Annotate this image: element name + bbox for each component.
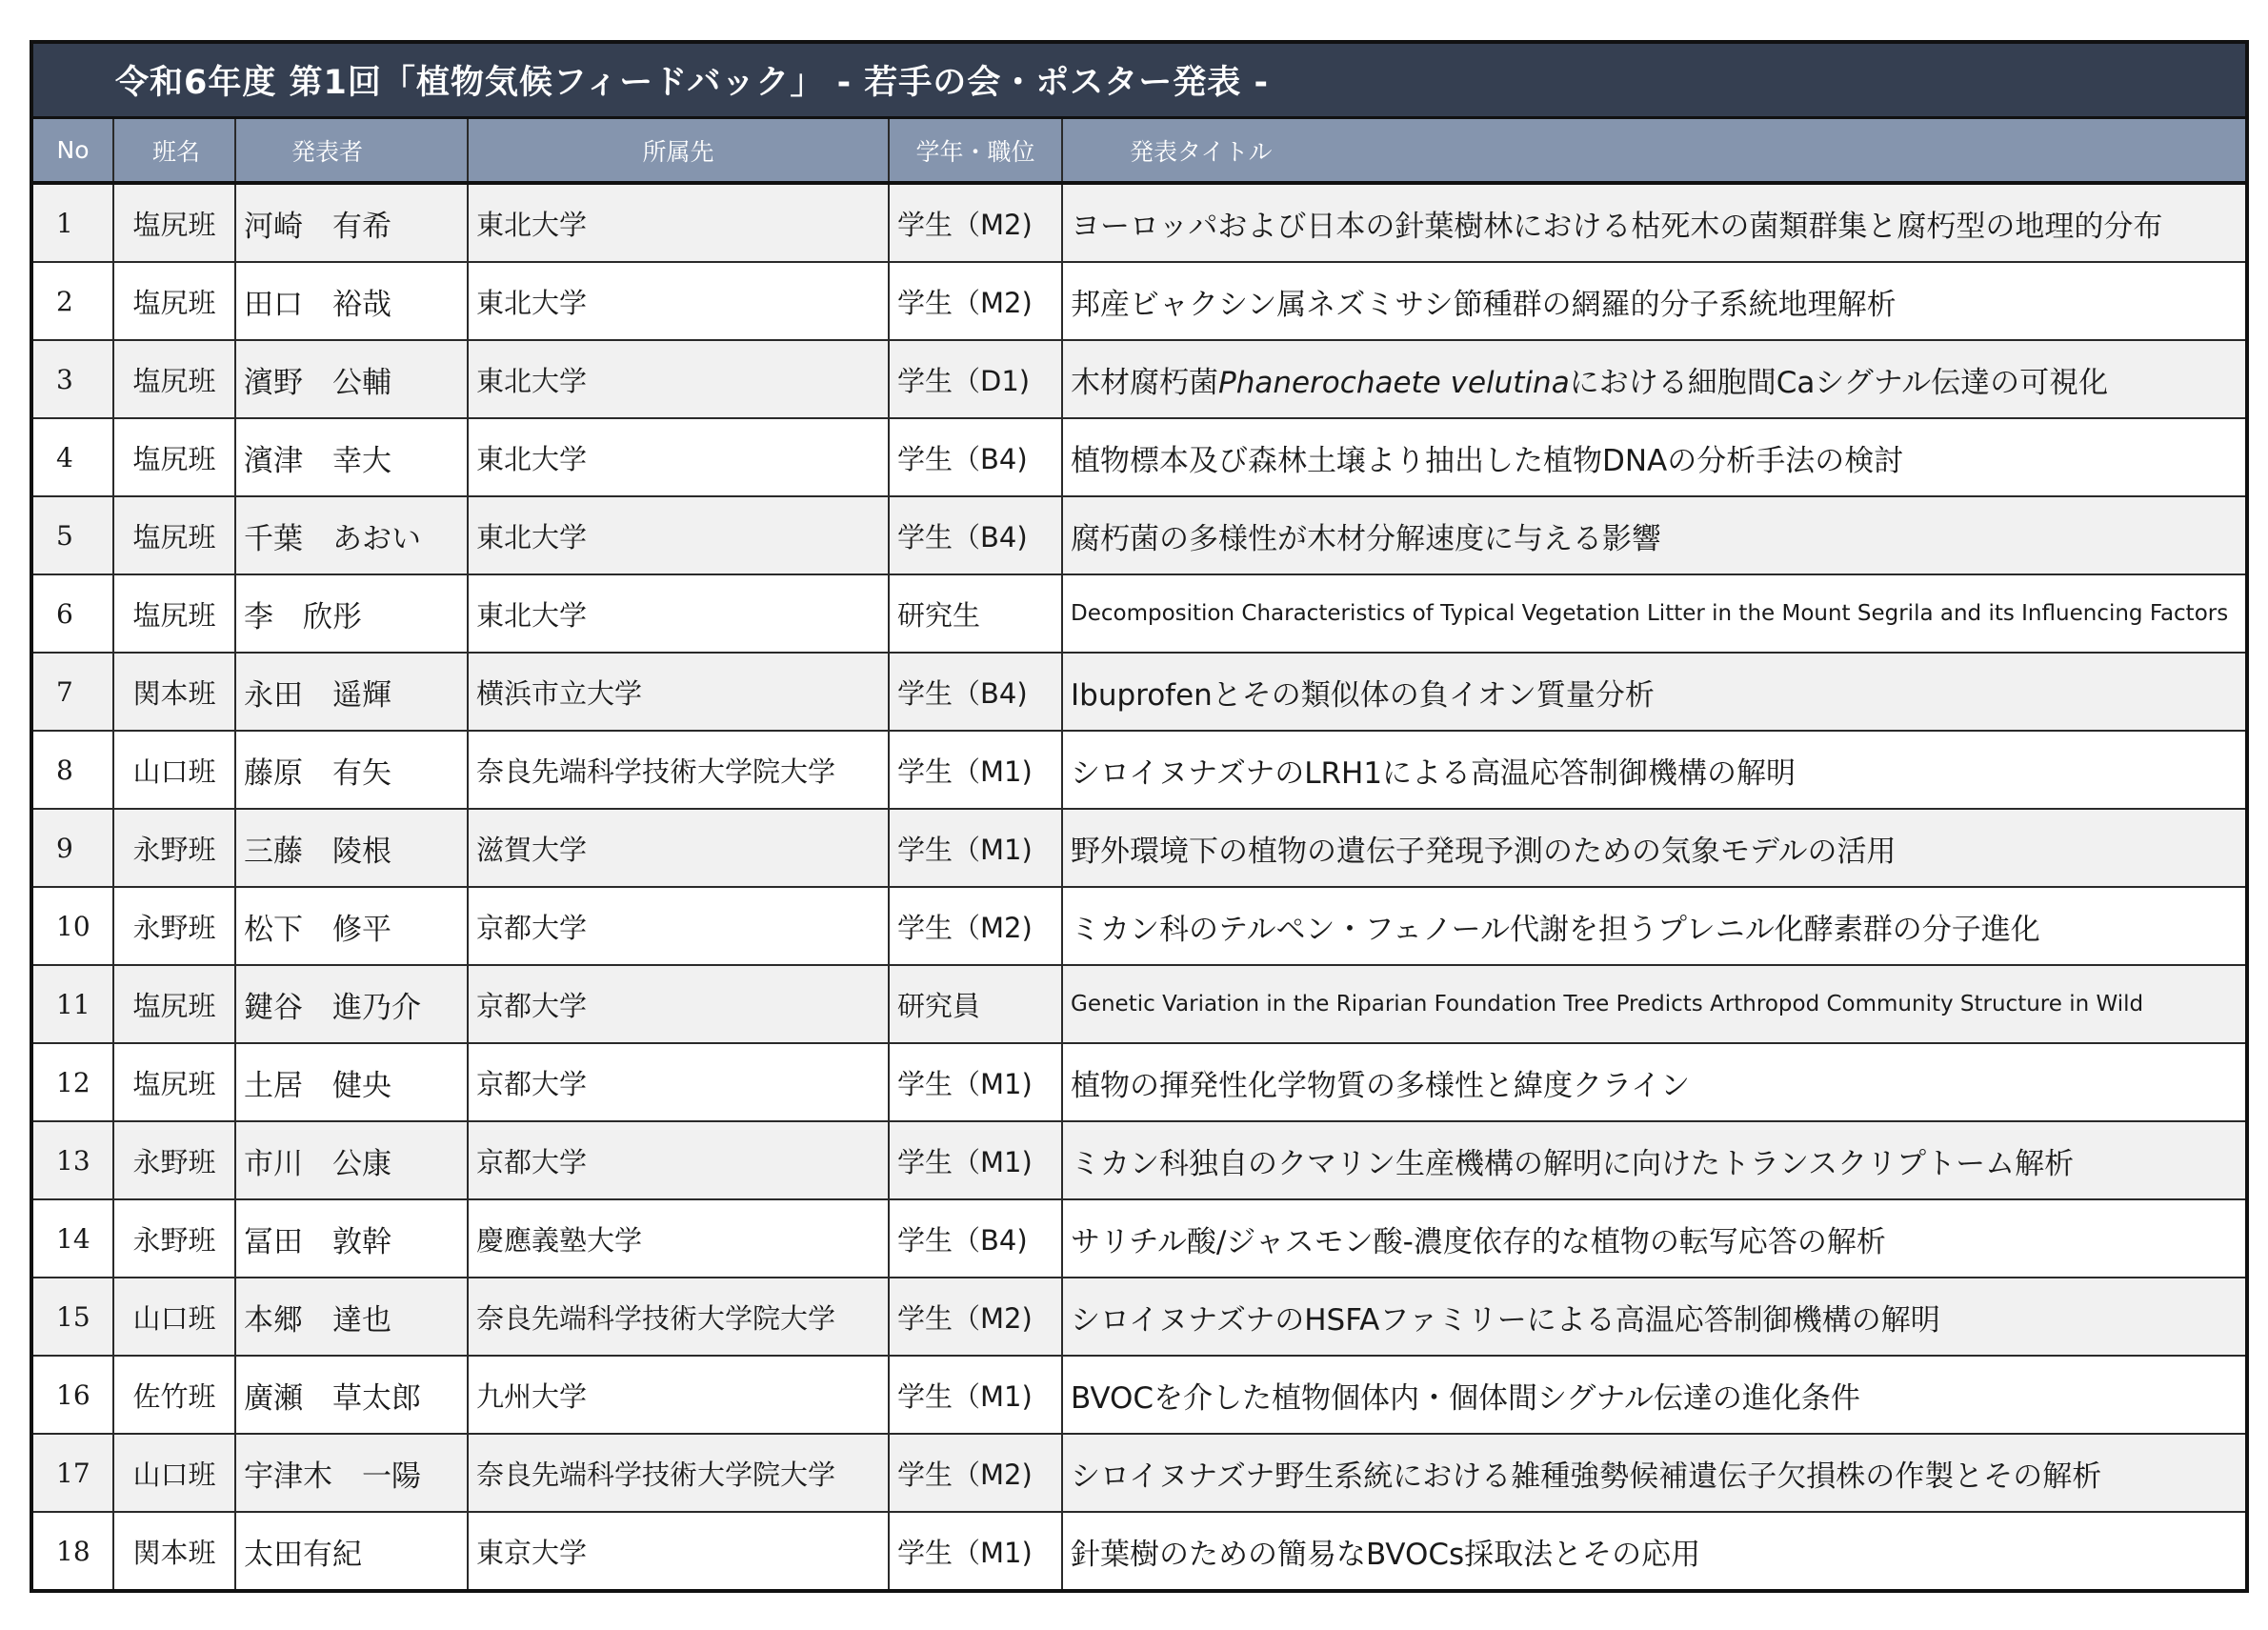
poster-presentation-table-sheet <box>30 40 2249 1593</box>
header-presenter: 発表者 <box>235 119 468 183</box>
group-name: 関本班 <box>113 1512 235 1589</box>
presentation-title: シロイヌナズナ野生系統における雑種強勢候補遺伝子欠損株の作製とその解析 <box>1062 1434 2245 1512</box>
affiliation: 東北大学 <box>468 183 889 262</box>
group-name: 塩尻班 <box>113 496 235 574</box>
presentation-title: Genetic Variation in the Riparian Foundation Tree Predicts Arthropod Community Structure in Wild <box>1062 965 2245 1043</box>
affiliation: 京都大学 <box>468 887 889 965</box>
presenter-name: 濱野 公輔 <box>235 340 468 418</box>
affiliation: 奈良先端科学技術大学院大学 <box>468 731 889 809</box>
presentation-title: 邦産ビャクシン属ネズミサシ節種群の網羅的分子系統地理解析 <box>1062 262 2245 340</box>
affiliation: 京都大学 <box>468 1121 889 1199</box>
year-position: 学生（M1) <box>889 1512 1062 1589</box>
presentation-title: ミカン科のテルペン・フェノール代謝を担うプレニル化酵素群の分子進化 <box>1062 887 2245 965</box>
group-name: 塩尻班 <box>113 574 235 653</box>
affiliation: 東北大学 <box>468 496 889 574</box>
title-text: における細胞間Caシグナル伝達の可視化 <box>1569 365 2109 400</box>
group-name: 山口班 <box>113 1278 235 1356</box>
group-name: 永野班 <box>113 1199 235 1278</box>
presenter-name: 太田有紀 <box>235 1512 468 1589</box>
presenter-name: 宇津木 一陽 <box>235 1434 468 1512</box>
group-name: 永野班 <box>113 809 235 887</box>
year-position: 学生（M1) <box>889 1121 1062 1199</box>
table-row <box>33 418 2245 496</box>
table-row <box>33 340 2245 418</box>
year-position: 学生（M1) <box>889 809 1062 887</box>
row-number: 8 <box>33 731 113 809</box>
row-number: 1 <box>33 183 113 262</box>
affiliation: 横浜市立大学 <box>468 653 889 731</box>
table-row <box>33 1356 2245 1434</box>
year-position: 学生（M1) <box>889 1356 1062 1434</box>
affiliation: 東北大学 <box>468 418 889 496</box>
group-name: 塩尻班 <box>113 340 235 418</box>
table-row <box>33 183 2245 262</box>
group-name: 永野班 <box>113 887 235 965</box>
presentation-table <box>33 119 2245 1589</box>
row-number: 13 <box>33 1121 113 1199</box>
year-position: 学生（M2) <box>889 1434 1062 1512</box>
year-position: 学生（M2) <box>889 887 1062 965</box>
year-position: 学生（B4) <box>889 496 1062 574</box>
header-affiliation: 所属先 <box>468 119 889 183</box>
affiliation: 九州大学 <box>468 1356 889 1434</box>
group-name: 関本班 <box>113 653 235 731</box>
presenter-name: 濱津 幸大 <box>235 418 468 496</box>
affiliation: 奈良先端科学技術大学院大学 <box>468 1278 889 1356</box>
year-position: 学生（B4) <box>889 653 1062 731</box>
header-han: 班名 <box>113 119 235 183</box>
presentation-title: 植物標本及び森林土壌より抽出した植物DNAの分析手法の検討 <box>1062 418 2245 496</box>
year-position: 学生（B4) <box>889 1199 1062 1278</box>
row-number: 16 <box>33 1356 113 1434</box>
group-name: 塩尻班 <box>113 1043 235 1121</box>
header-year: 学年・職位 <box>889 119 1062 183</box>
year-position: 学生（M2) <box>889 262 1062 340</box>
affiliation: 滋賀大学 <box>468 809 889 887</box>
row-number: 5 <box>33 496 113 574</box>
row-number: 2 <box>33 262 113 340</box>
row-number: 9 <box>33 809 113 887</box>
presentation-title <box>1062 340 2245 418</box>
year-position: 学生（M2) <box>889 183 1062 262</box>
presenter-name: 本郷 達也 <box>235 1278 468 1356</box>
year-position: 学生（D1) <box>889 340 1062 418</box>
group-name: 山口班 <box>113 1434 235 1512</box>
group-name: 塩尻班 <box>113 965 235 1043</box>
table-row <box>33 1512 2245 1589</box>
row-number: 4 <box>33 418 113 496</box>
table-row <box>33 574 2245 653</box>
presentation-title: ミカン科独自のクマリン生産機構の解明に向けたトランスクリプトーム解析 <box>1062 1121 2245 1199</box>
table-row <box>33 965 2245 1043</box>
affiliation: 東京大学 <box>468 1512 889 1589</box>
year-position: 学生（B4) <box>889 418 1062 496</box>
row-number: 14 <box>33 1199 113 1278</box>
presentation-title: Ibuprofenとその類似体の負イオン質量分析 <box>1062 653 2245 731</box>
presenter-name: 三藤 陵根 <box>235 809 468 887</box>
affiliation: 東北大学 <box>468 340 889 418</box>
table-row <box>33 809 2245 887</box>
presentation-title: BVOCを介した植物個体内・個体間シグナル伝達の進化条件 <box>1062 1356 2245 1434</box>
table-row <box>33 887 2245 965</box>
presentation-title: ヨーロッパおよび日本の針葉樹林における枯死木の菌類群集と腐朽型の地理的分布 <box>1062 183 2245 262</box>
affiliation: 奈良先端科学技術大学院大学 <box>468 1434 889 1512</box>
row-number: 11 <box>33 965 113 1043</box>
presentation-title: Decomposition Characteristics of Typical Vegetation Litter in the Mount Segrila and its Influencing Factors <box>1062 574 2245 653</box>
affiliation: 東北大学 <box>468 262 889 340</box>
presentation-title: 野外環境下の植物の遺伝子発現予測のための気象モデルの活用 <box>1062 809 2245 887</box>
table-row <box>33 1278 2245 1356</box>
year-position: 研究生 <box>889 574 1062 653</box>
presenter-name: 市川 公康 <box>235 1121 468 1199</box>
affiliation: 東北大学 <box>468 574 889 653</box>
species-name: Phanerochaete velutina <box>1218 365 1570 400</box>
presenter-name: 松下 修平 <box>235 887 468 965</box>
row-number: 3 <box>33 340 113 418</box>
presentation-title: シロイヌナズナのLRH1による高温応答制御機構の解明 <box>1062 731 2245 809</box>
group-name: 山口班 <box>113 731 235 809</box>
row-number: 7 <box>33 653 113 731</box>
group-name: 塩尻班 <box>113 418 235 496</box>
year-position: 学生（M1) <box>889 1043 1062 1121</box>
presenter-name: 河崎 有希 <box>235 183 468 262</box>
table-body <box>33 183 2245 1589</box>
page-title: 令和6年度 第1回「植物気候フィードバック」 - 若手の会・ポスター発表 - <box>33 44 2245 119</box>
row-number: 15 <box>33 1278 113 1356</box>
presenter-name: 藤原 有矢 <box>235 731 468 809</box>
row-number: 18 <box>33 1512 113 1589</box>
presenter-name: 鍵谷 進乃介 <box>235 965 468 1043</box>
table-row <box>33 1043 2245 1121</box>
header-no: No <box>33 119 113 183</box>
table-row <box>33 653 2245 731</box>
year-position: 学生（M2) <box>889 1278 1062 1356</box>
year-position: 研究員 <box>889 965 1062 1043</box>
row-number: 6 <box>33 574 113 653</box>
group-name: 佐竹班 <box>113 1356 235 1434</box>
presenter-name: 廣瀬 草太郎 <box>235 1356 468 1434</box>
presenter-name: 土居 健央 <box>235 1043 468 1121</box>
affiliation: 京都大学 <box>468 1043 889 1121</box>
group-name: 塩尻班 <box>113 183 235 262</box>
presentation-title: シロイヌナズナのHSFAファミリーによる高温応答制御機構の解明 <box>1062 1278 2245 1356</box>
row-number: 17 <box>33 1434 113 1512</box>
year-position: 学生（M1) <box>889 731 1062 809</box>
table-header-row <box>33 119 2245 183</box>
table-row <box>33 1199 2245 1278</box>
group-name: 塩尻班 <box>113 262 235 340</box>
presenter-name: 永田 遥輝 <box>235 653 468 731</box>
presentation-title: 腐朽菌の多様性が木材分解速度に与える影響 <box>1062 496 2245 574</box>
affiliation: 京都大学 <box>468 965 889 1043</box>
table-row <box>33 496 2245 574</box>
presenter-name: 千葉 あおい <box>235 496 468 574</box>
row-number: 10 <box>33 887 113 965</box>
table-row <box>33 262 2245 340</box>
presenter-name: 田口 裕哉 <box>235 262 468 340</box>
group-name: 永野班 <box>113 1121 235 1199</box>
presentation-title: 針葉樹のための簡易なBVOCs採取法とその応用 <box>1062 1512 2245 1589</box>
table-row <box>33 731 2245 809</box>
title-text: 木材腐朽菌 <box>1071 365 1218 400</box>
presentation-title: 植物の揮発性化学物質の多様性と緯度クライン <box>1062 1043 2245 1121</box>
presenter-name: 李 欣彤 <box>235 574 468 653</box>
table-row <box>33 1121 2245 1199</box>
presenter-name: 冨田 敦幹 <box>235 1199 468 1278</box>
presentation-title: サリチル酸/ジャスモン酸-濃度依存的な植物の転写応答の解析 <box>1062 1199 2245 1278</box>
affiliation: 慶應義塾大学 <box>468 1199 889 1278</box>
header-title: 発表タイトル <box>1062 119 2245 183</box>
table-row <box>33 1434 2245 1512</box>
row-number: 12 <box>33 1043 113 1121</box>
